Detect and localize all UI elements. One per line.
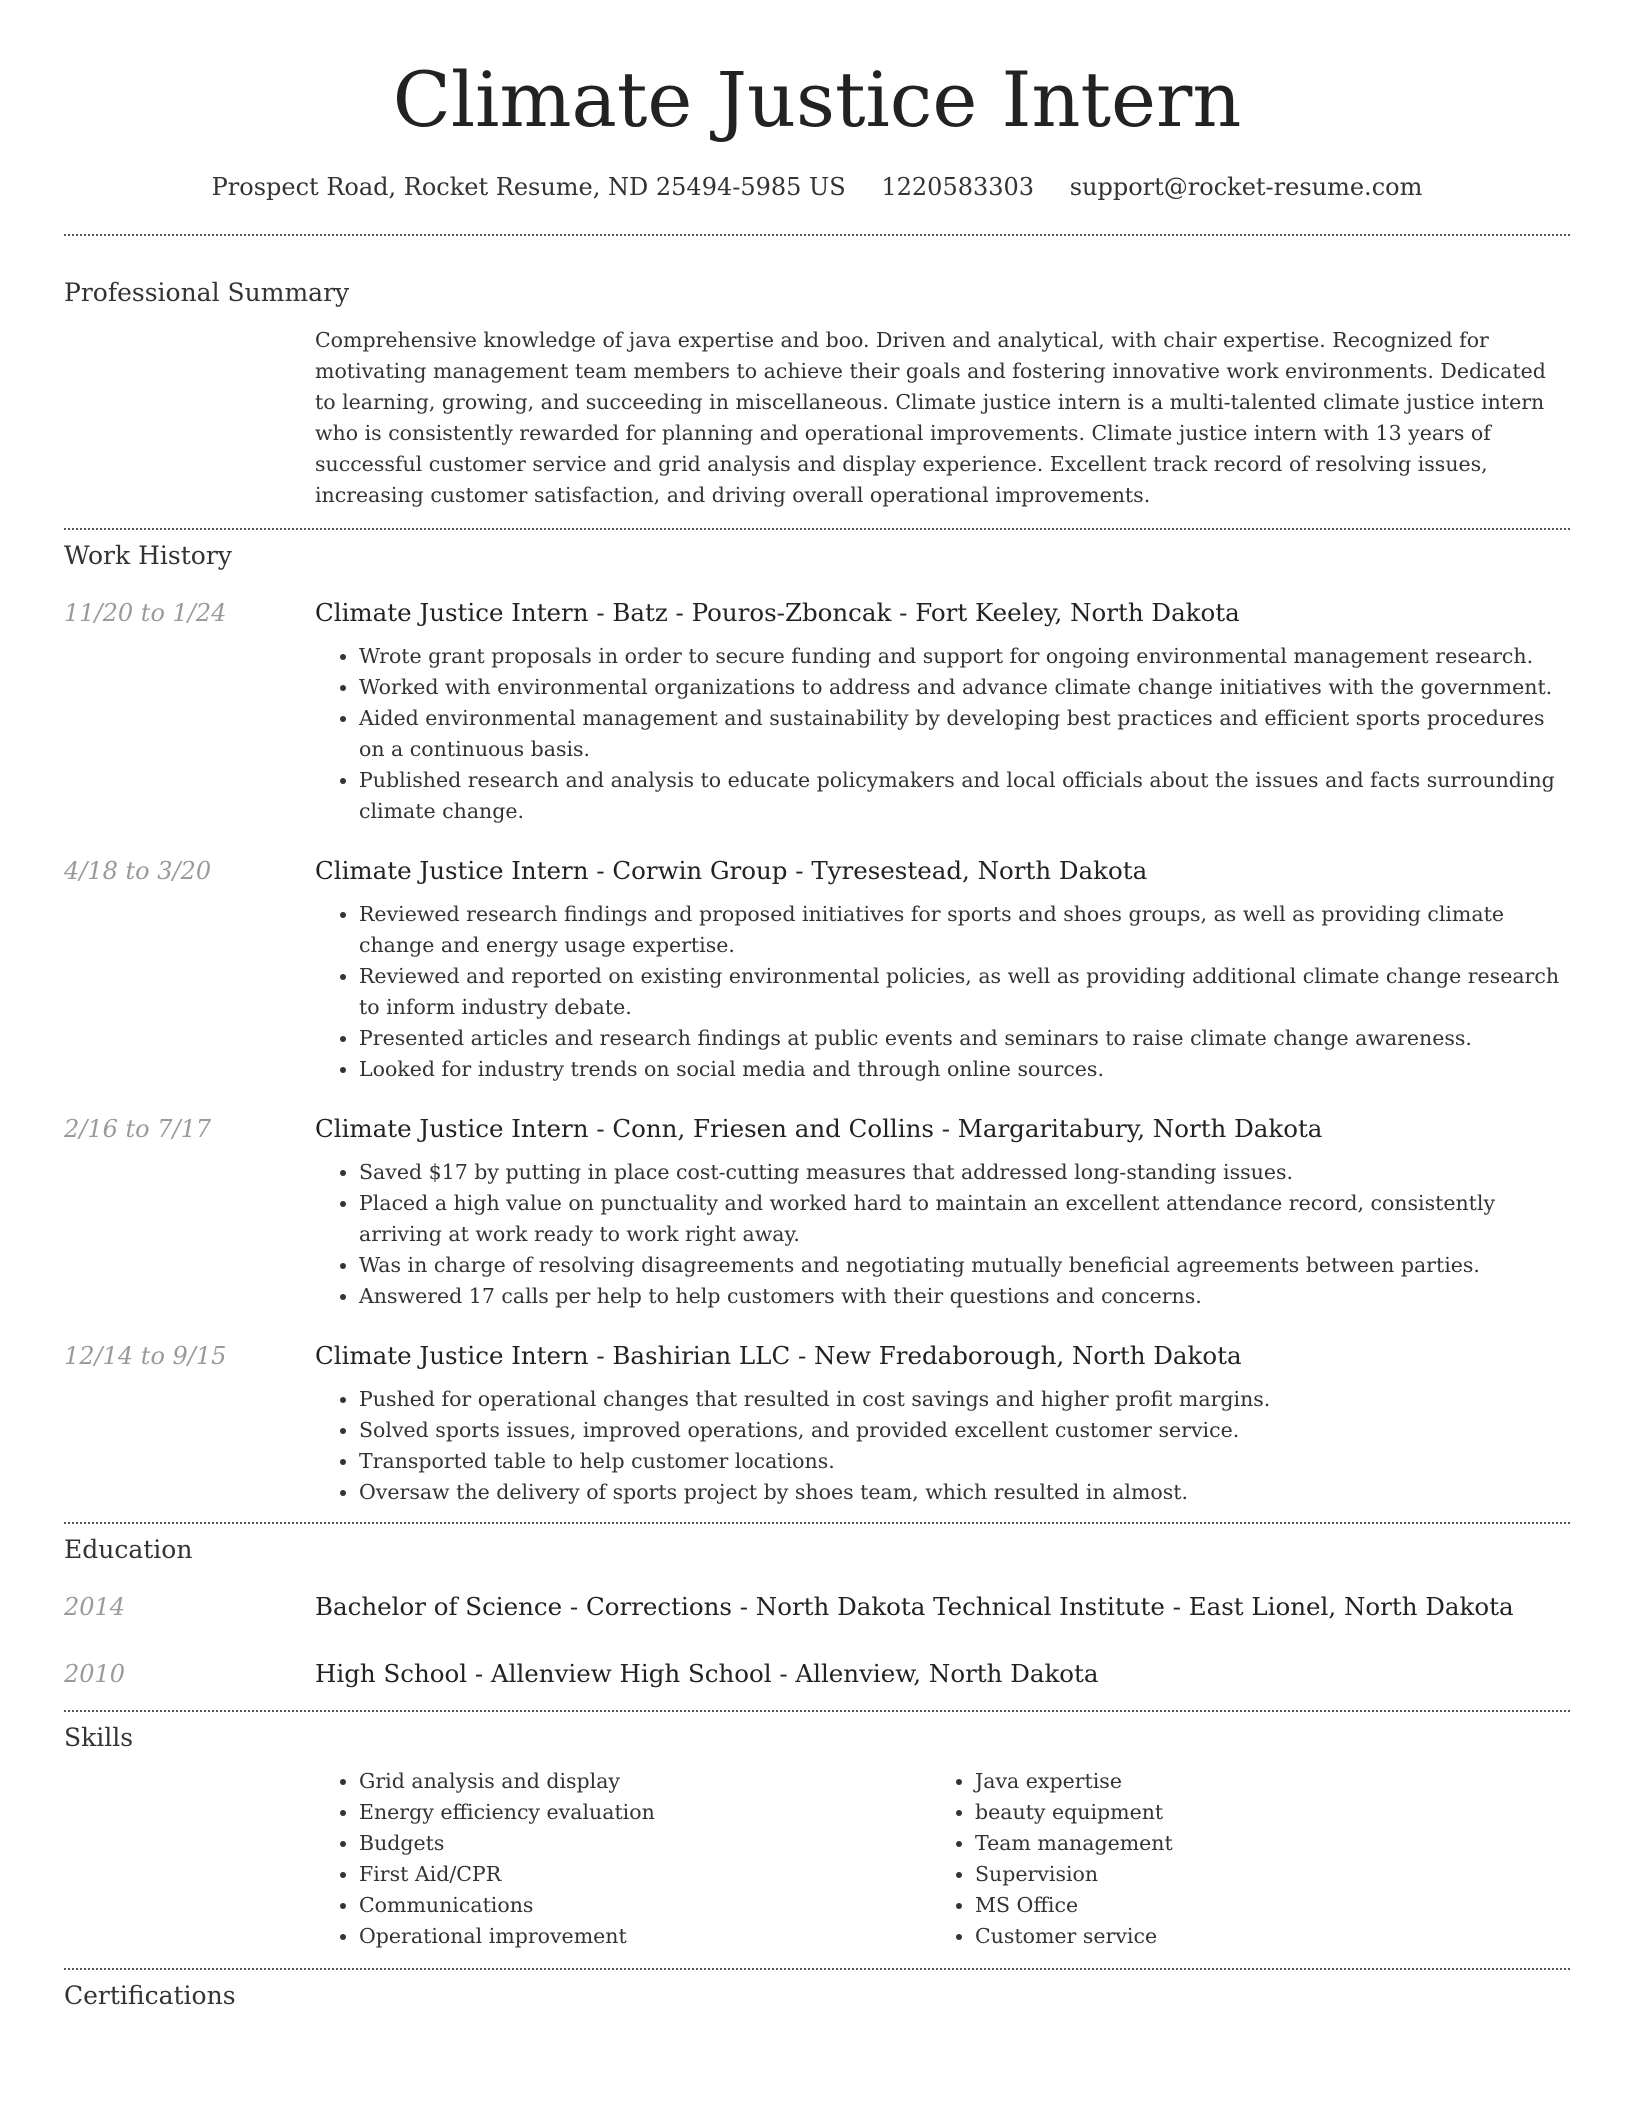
section-divider: [64, 528, 1570, 530]
skills-section-title: Skills: [64, 1723, 134, 1752]
job-bullet: • Reviewed research findings and proposed initiatives for sports and shoes groups, as well as providing climate change and energy usage expertise.: [359, 899, 1570, 961]
job-bullet: • Placed a high value on punctuality and worked hard to maintain an excellent attendance record, consistently arriving at work ready to work right away.: [359, 1188, 1570, 1250]
skills-list-right: [931, 1766, 1547, 1952]
skill-item: • Supervision: [975, 1859, 1547, 1890]
work-history-section: [64, 540, 1570, 1508]
job-bullets: [315, 899, 1570, 1085]
job-bullet: • Published research and analysis to educate policymakers and local officials about the issues and facts surrounding climate change.: [359, 765, 1570, 827]
job-entry: [64, 855, 1570, 1085]
contact-address: Prospect Road, Rocket Resume, ND 25494-5985 US: [211, 173, 846, 201]
job-dates: 4/18 to 3/20: [64, 857, 212, 885]
education-year: 2014: [64, 1593, 126, 1621]
skill-item: • Energy efficiency evaluation: [359, 1797, 931, 1828]
contact-email: support@rocket-resume.com: [1069, 173, 1423, 201]
skill-item: • Budgets: [359, 1828, 931, 1859]
job-bullets: [315, 1384, 1570, 1508]
education-section-title: Education: [64, 1535, 193, 1564]
education-section: [64, 1534, 1570, 1690]
summary-section-title: Professional Summary: [64, 278, 350, 307]
job-bullet: • Presented articles and research findings at public events and seminars to raise climate change awareness.: [359, 1023, 1570, 1054]
job-bullet: • Wrote grant proposals in order to secure funding and support for ongoing environmental management research.: [359, 641, 1570, 672]
job-dates: 12/14 to 9/15: [64, 1342, 227, 1370]
candidate-name: Climate Justice Intern: [392, 55, 1242, 144]
certifications-section: [64, 1980, 1570, 2012]
contact-phone: 1220583303: [881, 173, 1035, 201]
job-bullet: • Solved sports issues, improved operations, and provided excellent customer service.: [359, 1415, 1570, 1446]
job-bullet: • Aided environmental management and sustainability by developing best practices and efficient sports procedures on a continuous basis.: [359, 703, 1570, 765]
job-bullets: [315, 641, 1570, 827]
job-bullet: • Looked for industry trends on social media and through online sources.: [359, 1054, 1570, 1085]
job-bullet: • Saved $17 by putting in place cost-cutting measures that addressed long-standing issues.: [359, 1157, 1570, 1188]
job-heading: Climate Justice Intern - Corwin Group - Tyresestead, North Dakota: [315, 856, 1148, 885]
summary-text: Comprehensive knowledge of java expertise and boo. Driven and analytical, with chair expertise. Recognized for motivating management team members to achieve their goals and fostering innovative work environments. Dedicated to learning, growing, and succeeding in miscellaneous. Climate justice intern is a multi-talented climate justice intern who is consistently rewarded for planning and operational improvements. Climate justice intern with 13 years of successful customer service and grid analysis and display experience. Excellent track record of resolving issues, increasing customer satisfaction, and driving overall operational improvements.: [315, 328, 1546, 507]
section-divider: [64, 1968, 1570, 1970]
job-dates: 11/20 to 1/24: [64, 599, 227, 627]
job-bullet: • Pushed for operational changes that resulted in cost savings and higher profit margins.: [359, 1384, 1570, 1415]
job-heading: Climate Justice Intern - Bashirian LLC - New Fredaborough, North Dakota: [315, 1341, 1242, 1370]
certifications-section-title: Certifications: [64, 1981, 236, 2010]
job-bullet: • Worked with environmental organizations to address and advance climate change initiatives with the government.: [359, 672, 1570, 703]
skill-item: • Java expertise: [975, 1766, 1547, 1797]
education-heading: High School - Allenview High School - Allenview, North Dakota: [315, 1659, 1099, 1688]
job-entry: [64, 1340, 1570, 1508]
skill-item: • Operational improvement: [359, 1921, 931, 1952]
job-bullet: • Transported table to help customer locations.: [359, 1446, 1570, 1477]
skill-item: • First Aid/CPR: [359, 1859, 931, 1890]
skill-item: • Grid analysis and display: [359, 1766, 931, 1797]
education-entry: [64, 1591, 1570, 1623]
job-heading: Climate Justice Intern - Batz - Pouros-Zboncak - Fort Keeley, North Dakota: [315, 598, 1240, 627]
education-year: 2010: [64, 1660, 126, 1688]
job-bullet: • Was in charge of resolving disagreements and negotiating mutually beneficial agreements between parties.: [359, 1250, 1570, 1281]
resume-page: [64, 0, 1570, 2012]
job-bullet: • Oversaw the delivery of sports project by shoes team, which resulted in almost.: [359, 1477, 1570, 1508]
job-entry: [64, 1113, 1570, 1312]
section-divider: [64, 1522, 1570, 1524]
job-entry: [64, 597, 1570, 827]
skills-list-left: [315, 1766, 931, 1952]
skill-item: • Communications: [359, 1890, 931, 1921]
education-heading: Bachelor of Science - Corrections - North Dakota Technical Institute - East Lionel, North Dakota: [315, 1592, 1514, 1621]
skill-item: • Customer service: [975, 1921, 1547, 1952]
summary-section: [64, 277, 1570, 511]
job-bullets: [315, 1157, 1570, 1312]
section-divider: [64, 1710, 1570, 1712]
skills-grid: [315, 1766, 1570, 1952]
contact-line: [64, 172, 1570, 202]
education-entry: [64, 1658, 1570, 1690]
job-bullet: • Answered 17 calls per help to help customers with their questions and concerns.: [359, 1281, 1570, 1312]
skill-item: • MS Office: [975, 1890, 1547, 1921]
skill-item: • Team management: [975, 1828, 1547, 1859]
section-divider: [64, 234, 1570, 236]
job-heading: Climate Justice Intern - Conn, Friesen and Collins - Margaritabury, North Dakota: [315, 1114, 1323, 1143]
work-history-section-title: Work History: [64, 541, 232, 570]
job-bullet: • Reviewed and reported on existing environmental policies, as well as providing additional climate change research to inform industry debate.: [359, 961, 1570, 1023]
skill-item: • beauty equipment: [975, 1797, 1547, 1828]
job-dates: 2/16 to 7/17: [64, 1115, 212, 1143]
skills-section: [64, 1722, 1570, 1952]
